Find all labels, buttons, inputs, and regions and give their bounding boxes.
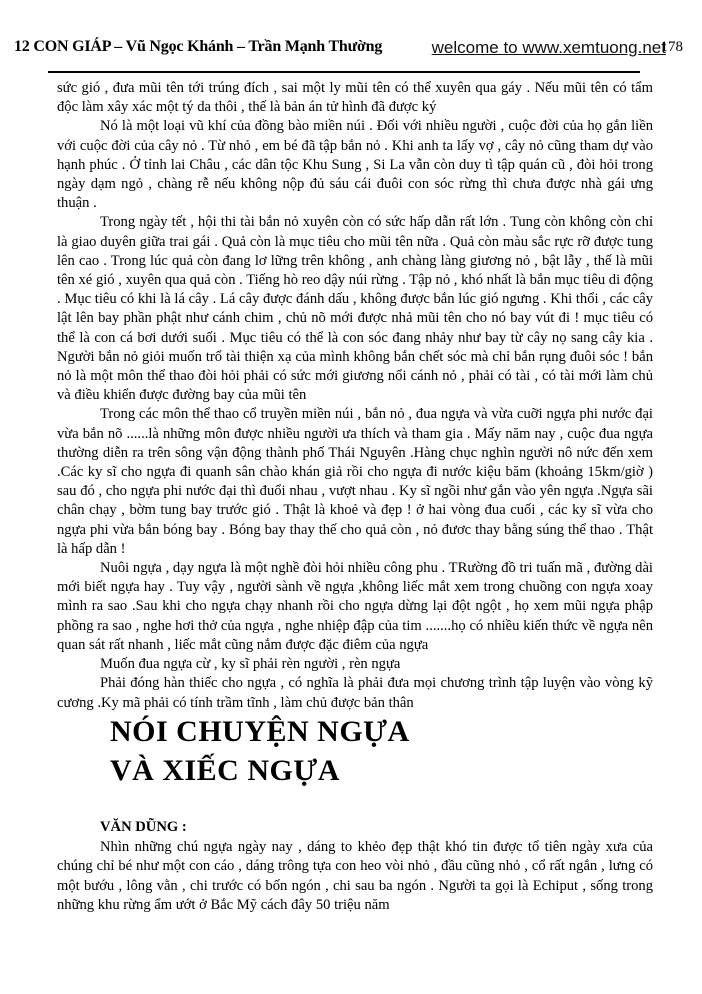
website-link[interactable]: welcome to www.xemtuong.net: [431, 38, 666, 57]
chapter-section: [57, 818, 653, 915]
paragraph: Muốn đua ngựa cừ , ky sĩ phải rèn người , rèn ngựa: [100, 656, 401, 673]
page-number: 178: [660, 39, 683, 55]
paragraph: sức gió , đưa mũi tên tới trúng đích , sai một ly mũi tên có thể xuyên qua gáy . Nếu mũi tên có tẩm độc làm xây xác một tý da thôi , thế là bản án tử hình đã được ký: [57, 80, 653, 116]
book-title: 12 CON GIÁP – Vũ Ngọc Khánh – Trần Mạnh Thường: [14, 38, 383, 55]
paragraph: Nhìn những chú ngựa ngày nay , dáng to khẻo đẹp thật khó tin được tổ tiên ngày xưa của chúng chỉ bé như một con cáo , dáng trông tựa con heo vòi nhỏ , đầu cũng nhỏ , cổ rất ngắn , lưng có một bướu , lông vằn , chi trước có bốn ngón , chi sau ba ngón . Người ta gọi là Echiput , sống trong những khu rừng ẩm ướt ở Bắc Mỹ cách đây 50 triệu năm: [57, 839, 653, 913]
page-header: [14, 38, 688, 60]
header-divider: [48, 71, 640, 73]
chapter-title-line1: NÓI CHUYỆN NGỰA: [110, 715, 410, 748]
paragraph: Nuôi ngựa , dạy ngựa là một nghề đòi hỏi nhiều công phu . TRường đồ tri tuấn mã , đường dài mới biết ngựa hay . Tuy vậy , người sành về ngựa ,không liếc mắt xem trong chuồng con ngựa xoay mình ra sao .Sau khi cho ngựa chạy nhanh rồi cho ngựa dừng lại đột ngột , họ xem mũi ngựa phập phồng ra sao , nghe hơi thở của ngựa , nghe nhiệp đập của tim .......họ có nhiều kiến thức về ngựa nên quan sát rất nhanh , liếc mắt cũng nắm được đặc điêm của ngựa: [57, 560, 653, 653]
chapter-title: [110, 712, 410, 790]
paragraph: Phải đóng hàn thiếc cho ngựa , có nghĩa là phải đưa mọi chương trình tập luyện vào vòng kỹ cương .Ky mã phải có tính trầm tĩnh , làm chủ được bản thân: [57, 675, 653, 711]
chapter-title-line2: VÀ XIẾC NGỰA: [110, 754, 340, 787]
section-author-label: VĂN DŨNG :: [100, 819, 187, 835]
article-body: [57, 79, 653, 713]
paragraph: Trong ngày tết , hội thi tài bắn nỏ xuyên còn có sức hấp dẫn rất lớn . Tung còn không còn chỉ là giao duyên giữa trai gái . Quả còn là mục tiêu cho mũi tên nữa . Quả còn màu sắc rực rỡ được tung lên cao . Trong lúc quả còn đang lơ lững trên không , anh chàng làng giương nỏ , bật lẫy , thế là mũi tên xé gió , xuyên qua quả còn . Tiếng hò reo dậy núi rừng . Tập nỏ , khó nhất là bắn mục tiêu di động . Mục tiêu có khi là lá cây . Lá cây được đánh dấu , không được bắn lúc gió ngưng . Khi thổi , các cây lật lên bay phần phật như cánh chim , chủ nõ mới được nhả mũi tên cho nó bay vút đi ! mục tiêu có thể là con cá bơi dưới suối . Mục tiêu có thể là con sóc đang nhảy như bay từ cây nọ sang cây kia . Người bắn nỏ giỏi muốn trổ tài thiện xạ của mình không bắn chết sóc mà chỉ bắn rụng đuôi sóc ! bắn nỏ là một môn thể thao đòi hỏi phải có sức mới giương nổi cánh nỏ , phải có tài , có tài mới làm chủ và điều khiển được đường bay của mũi tên: [57, 214, 653, 404]
paragraph: Trong các môn thể thao cổ truyền miền núi , bắn nỏ , đua ngựa và vừa cuỡi ngựa phi nước đại vừa bắn nõ ......là những môn được nhiều người ưa thích và tham gia . Mấy năm nay , cuộc đua ngựa thường diễn ra trên sông vận động thành phố Thái Nguyên .Hàng chục nghìn người nô nức đến xem .Các ky sĩ cho ngựa đi quanh sân chào khán giả rồi cho ngựa đi nước kiệu băm (khoảng 15km/giờ ) sau đó , cho ngựa phi nước đại thì đuổi nhau , vượt nhau . Ky sĩ ngồi như gắn vào yên ngựa .Ngựa sãi chân chạy , bờm tung bay trước gió . Thật là khoẻ và đẹp ! ở hai vòng đua cuối , các ky sĩ vừa cho ngựa phi vừa bắn bóng bay . Bóng bay thay thế cho quả còn , nỏ đươc thay bằng súng thể thao . Thật là hấp dẫn !: [57, 406, 653, 557]
paragraph: Nó là một loại vũ khí của đồng bào miền núi . Đối với nhiều người , cuộc đời của họ gắn liền với cuộc đời của cây nỏ . Từ nhỏ , em bé đã tập bắn nỏ . Khi anh ta lấy vợ , cây nỏ cũng tham dự vào hạnh phúc . Ở tỉnh lai Châu , các dân tộc Khu Sung , Si La vẫn còn duy tì tập quán cũ , đòi hỏi trong ngày dạm ngỏ , chàng rễ nếu không nộp đủ sáu cái đuôi con sóc rừng thì chưa được nhà gái ưng thuận .: [57, 118, 653, 212]
